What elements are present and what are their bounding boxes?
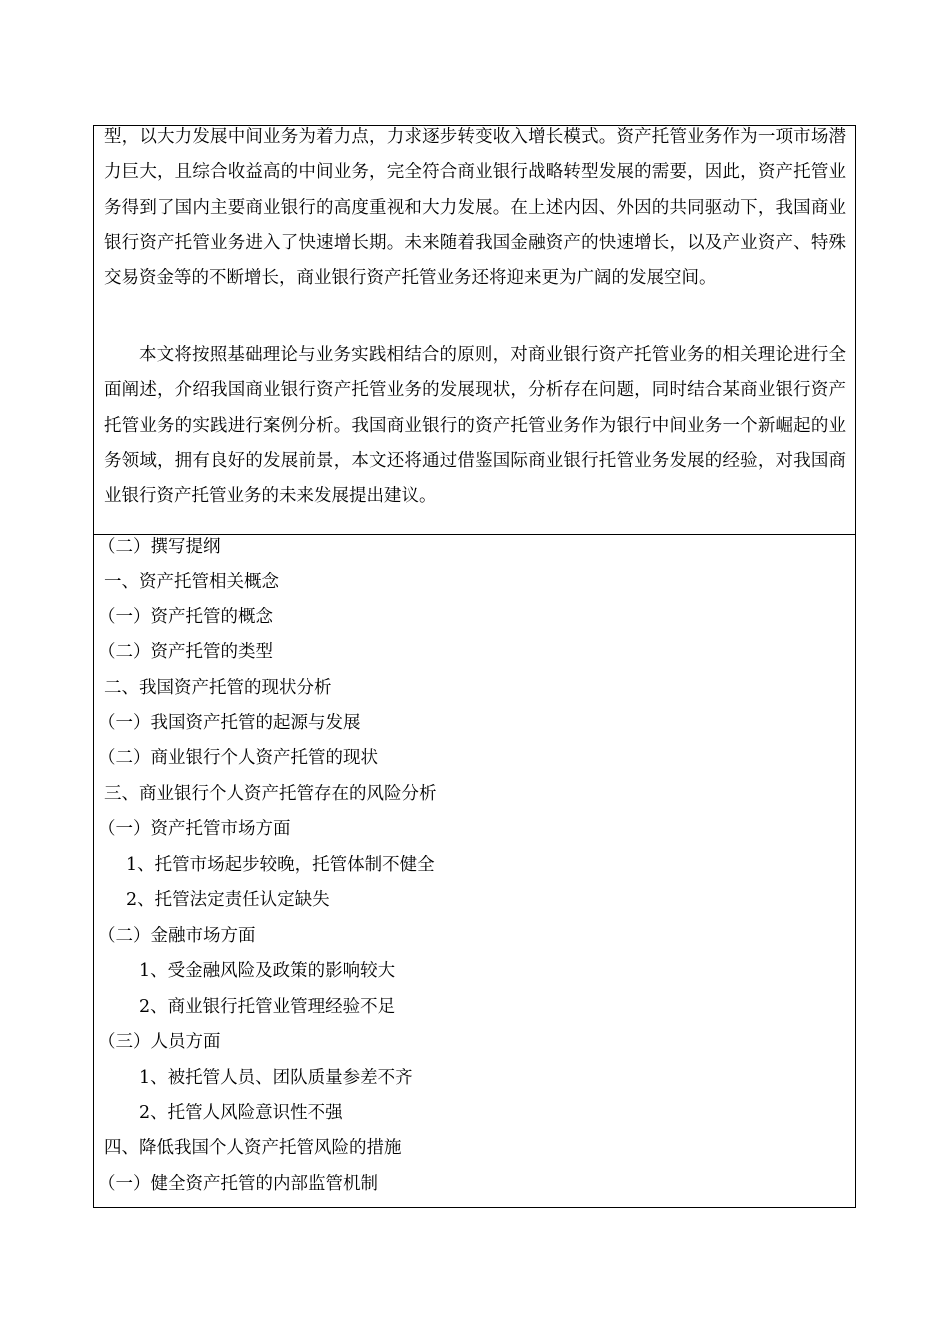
intro-paragraph-2: 本文将按照基础理论与业务实践相结合的原则，对商业银行资产托管业务的相关理论进行全面阐述，介绍我国商业银行资产托管业务的发展现状，分析存在问题，同时结合某商业银行资产托管业务的实践进行案例分析。我国商业银行的资产托管业务作为银行中间业务一个新崛起的业务领域，拥有良好的发展前景，本文还将通过借鉴国际商业银行托管业务发展的经验，对我国商业银行资产托管业务的未来发展提出建议。 [104, 345, 846, 507]
outline-section-3-3: （三）人员方面 [98, 1032, 221, 1052]
outline-item-3-2-2: 2、商业银行托管业管理经验不足 [139, 997, 396, 1017]
outline-heading: （二）撰写提纲 [98, 537, 221, 557]
outline-item-3-3-1: 1、被托管人员、团队质量参差不齐 [139, 1068, 413, 1088]
outline-item-3-2-1: 1、受金融风险及政策的影响较大 [139, 961, 396, 981]
outline-item-3-1-2: 2、托管法定责任认定缺失 [126, 890, 330, 910]
outline-chapter-1: 一、资产托管相关概念 [104, 572, 279, 592]
introduction-cell [94, 126, 855, 535]
outline-cell [94, 535, 855, 1207]
outline-section-2-1: （一）我国资产托管的起源与发展 [98, 713, 361, 733]
proposal-table [93, 125, 856, 1208]
outline-chapter-2: 二、我国资产托管的现状分析 [104, 678, 332, 698]
outline-section-3-1: （一）资产托管市场方面 [98, 819, 291, 839]
outline-chapter-3: 三、商业银行个人资产托管存在的风险分析 [104, 784, 437, 804]
outline-section-3-2: （二）金融市场方面 [98, 926, 256, 946]
outline-section-4-1: （一）健全资产托管的内部监管机制 [98, 1174, 378, 1194]
outline-item-3-1-1: 1、托管市场起步较晚，托管体制不健全 [126, 855, 435, 875]
outline-section-1-1: （一）资产托管的概念 [98, 607, 273, 627]
outline-section-1-2: （二）资产托管的类型 [98, 642, 273, 662]
outline-section-2-2: （二）商业银行个人资产托管的现状 [98, 748, 378, 768]
intro-paragraph-1: 型，以大力发展中间业务为着力点，力求逐步转变收入增长模式。资产托管业务作为一项市场潜力巨大，且综合收益高的中间业务，完全符合商业银行战略转型发展的需要，因此，资产托管业务得到了国内主要商业银行的高度重视和大力发展。在上述内因、外因的共同驱动下，我国商业银行资产托管业务进入了快速增长期。未来随着我国金融资产的快速增长，以及产业资产、特殊交易资金等的不断增长，商业银行资产托管业务还将迎来更为广阔的发展空间。 [104, 127, 846, 289]
outline-item-3-3-2: 2、托管人风险意识性不强 [139, 1103, 343, 1123]
outline-chapter-4: 四、降低我国个人资产托管风险的措施 [104, 1138, 402, 1158]
